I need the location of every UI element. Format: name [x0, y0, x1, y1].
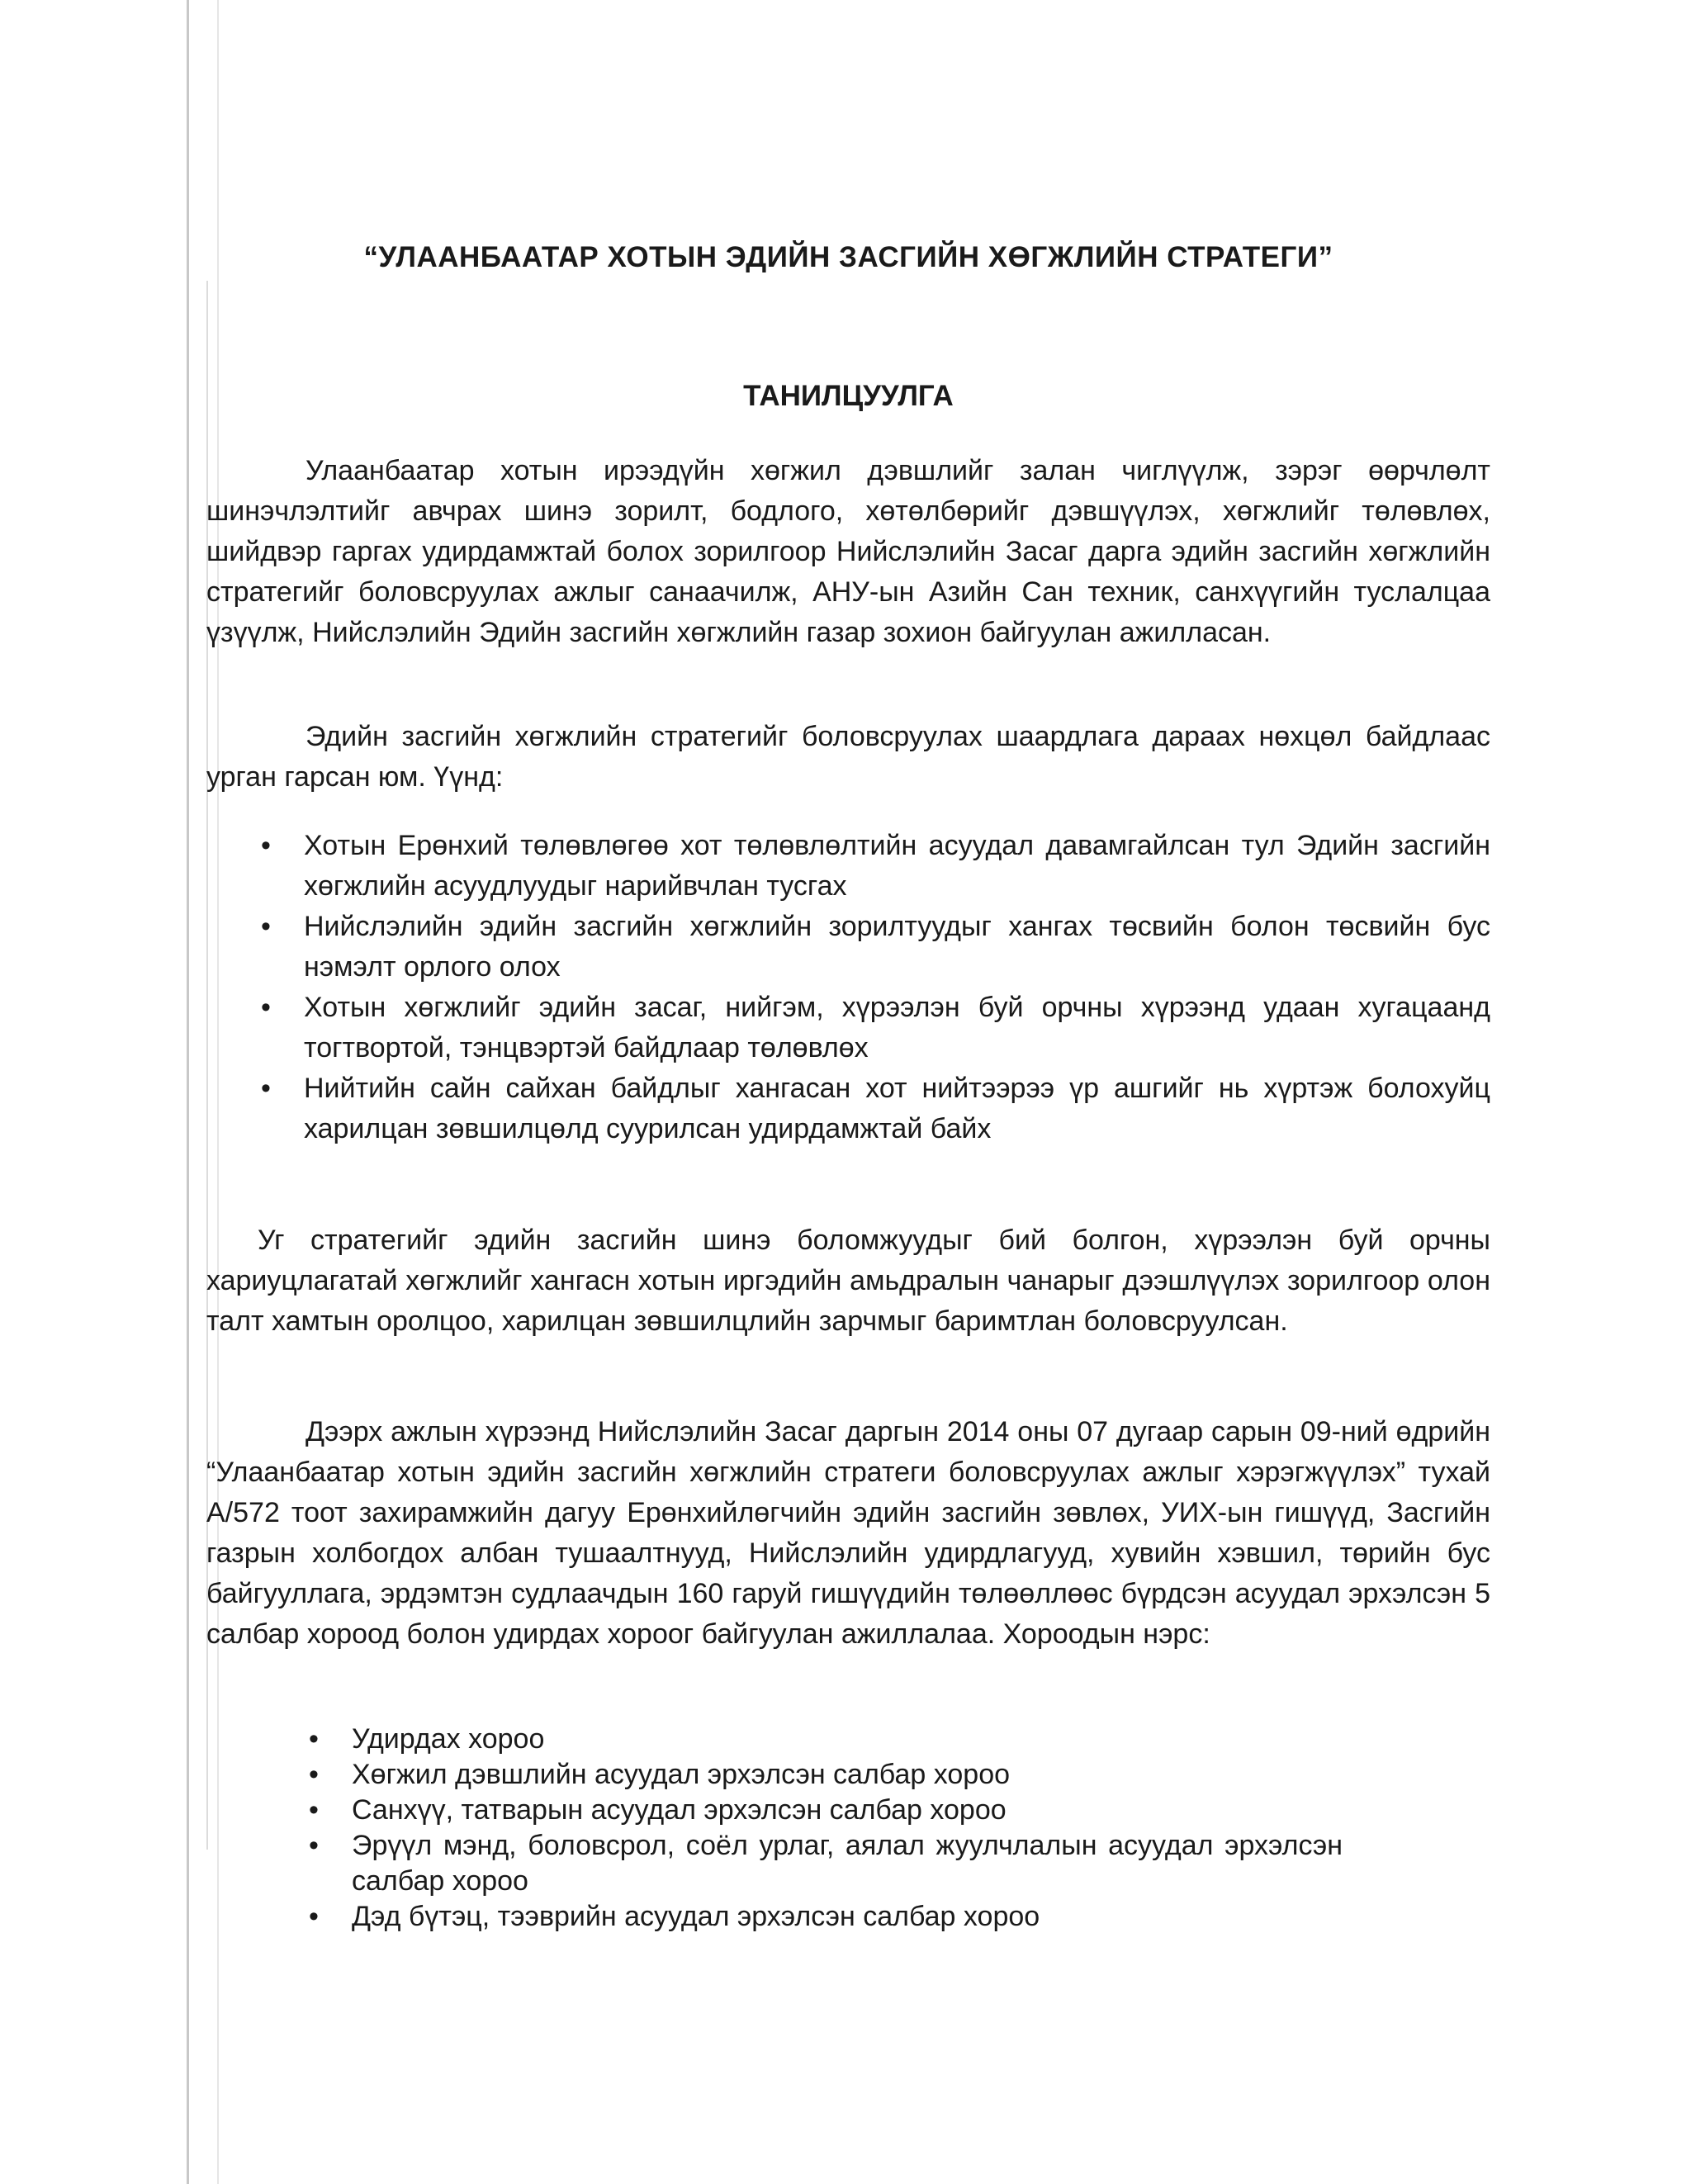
list-item	[261, 988, 1490, 1068]
list-item	[261, 826, 1490, 907]
list-item-text: Нийслэлийн эдийн засгийн хөгжлийн зорилтуудыг хангах төсвийн болон төсвийн бус нэмэлт орлого олох	[304, 911, 1490, 983]
document-page	[206, 0, 1490, 2184]
list-item	[309, 1722, 1343, 1757]
document-title: “УЛААНБААТАР ХОТЫН ЭДИЙН ЗАСГИЙН ХӨГЖЛИЙН СТРАТЕГИ”	[363, 241, 1333, 273]
committees-list	[309, 1722, 1343, 1935]
list-item-text: Нийтийн сайн сайхан байдлыг хангасан хот нийтээрээ үр ашгийг нь хүртэж болохуйц харилцан зөвшилцөлд суурилсан удирдамжтай байх	[304, 1073, 1490, 1144]
committees-paragraph: Дээрх ажлын хүрээнд Нийслэлийн Засаг даргын 2014 оны 07 дугаар сарын 09-ний өдрийн “Улаанбаатар хотын эдийн засгийн хөгжлийн стратеги боловсруулах ажлыг хэрэгжүүлэх” тухай А/572 тоот захирамжийн дагуу Ерөнхийлөгчийн эдийн засгийн зөвлөх, УИХ-ын гишүүд, Засгийн газрын холбогдох албан тушаалтнууд, Нийслэлийн удирдлагууд, хувийн хэвшил, төрийн бус байгууллага, эрдэмтэн судлаачдын 160 гаруй гишүүдийн төлөөллөөс бүрдсэн асуудал эрхэлсэн 5 салбар хороод болон удирдах хороог байгуулан ажиллалаа. Хороодын нэрс:	[206, 1416, 1490, 1650]
list-item	[309, 1828, 1343, 1899]
list-item-text: Хотын Ерөнхий төлөвлөгөө хот төлөвлөлтийн асуудал давамгайлсан тул Эдийн засгийн хөгжлийн асуудлуудыг нарийвчлан тусгах	[304, 830, 1490, 902]
list-item	[309, 1757, 1343, 1793]
intro-paragraph: Улаанбаатар хотын ирээдүйн хөгжил дэвшлийг залан чиглүүлж, зэрэг өөрчлөлт шинэчлэлтийг авчрах шинэ зорилт, бодлого, хөтөлбөрийг дэвшүүлэх, хөгжлийг төлөвлөх, шийдвэр гаргах удирдамжтай болох зорилгоор Нийслэлийн Засаг дарга эдийн засгийн хөгжлийн стратегийг боловсруулах ажлыг санаачилж, АНУ-ын Азийн Сан техник, санхүүгийн туслалцаа үзүүлж, Нийслэлийн Эдийн засгийн хөгжлийн газар зохион байгуулан ажилласан.	[206, 455, 1490, 648]
section-heading: ТАНИЛЦУУЛГА	[743, 380, 954, 412]
bullet-icon: •	[261, 992, 271, 1023]
bullet-icon: •	[309, 1901, 319, 1932]
list-item-text: Эрүүл мэнд, боловсрол, соёл урлаг, аялал жуулчлалын асуудал эрхэлсэн салбар хороо	[352, 1830, 1343, 1897]
list-item-text: Удирдах хороо	[352, 1723, 545, 1755]
bullet-icon: •	[309, 1794, 319, 1826]
list-item-text: Дэд бүтэц, тээврийн асуудал эрхэлсэн салбар хороо	[352, 1901, 1040, 1932]
bullet-icon: •	[309, 1830, 319, 1861]
requirements-paragraph: Эдийн засгийн хөгжлийн стратегийг боловсруулах шаардлага дараах нөхцөл байдлаас урган гарсан юм. Үүнд:	[206, 721, 1490, 793]
list-item	[261, 907, 1490, 988]
bullet-icon: •	[309, 1723, 319, 1755]
list-item	[261, 1068, 1490, 1149]
bullet-icon: •	[261, 1073, 271, 1104]
list-item	[309, 1899, 1343, 1935]
bullet-icon: •	[309, 1759, 319, 1790]
list-item-text: Хөгжил дэвшлийн асуудал эрхэлсэн салбар хороо	[352, 1759, 1011, 1790]
list-item	[309, 1793, 1343, 1828]
scan-edge-line	[187, 0, 189, 2184]
strategy-paragraph: Уг стратегийг эдийн засгийн шинэ боломжуудыг бий болгон, хүрээлэн буй орчны хариуцлагатай хөгжлийг хангасн хотын иргэдийн амьдралын чанарыг дээшлүүлэх зорилгоор олон талт хамтын оролцоо, харилцан зөвшилцлийн зарчмыг баримтлан боловсруулсан.	[206, 1225, 1490, 1337]
list-item-text: Хотын хөгжлийг эдийн засаг, нийгэм, хүрээлэн буй орчны хүрээнд удаан хугацаанд тогтвортой, тэнцвэртэй байдлаар төлөвлөх	[304, 992, 1490, 1064]
reasons-list	[261, 826, 1490, 1149]
bullet-icon: •	[261, 911, 271, 942]
bullet-icon: •	[261, 830, 271, 861]
list-item-text: Санхүү, татварын асуудал эрхэлсэн салбар хороо	[352, 1794, 1007, 1826]
